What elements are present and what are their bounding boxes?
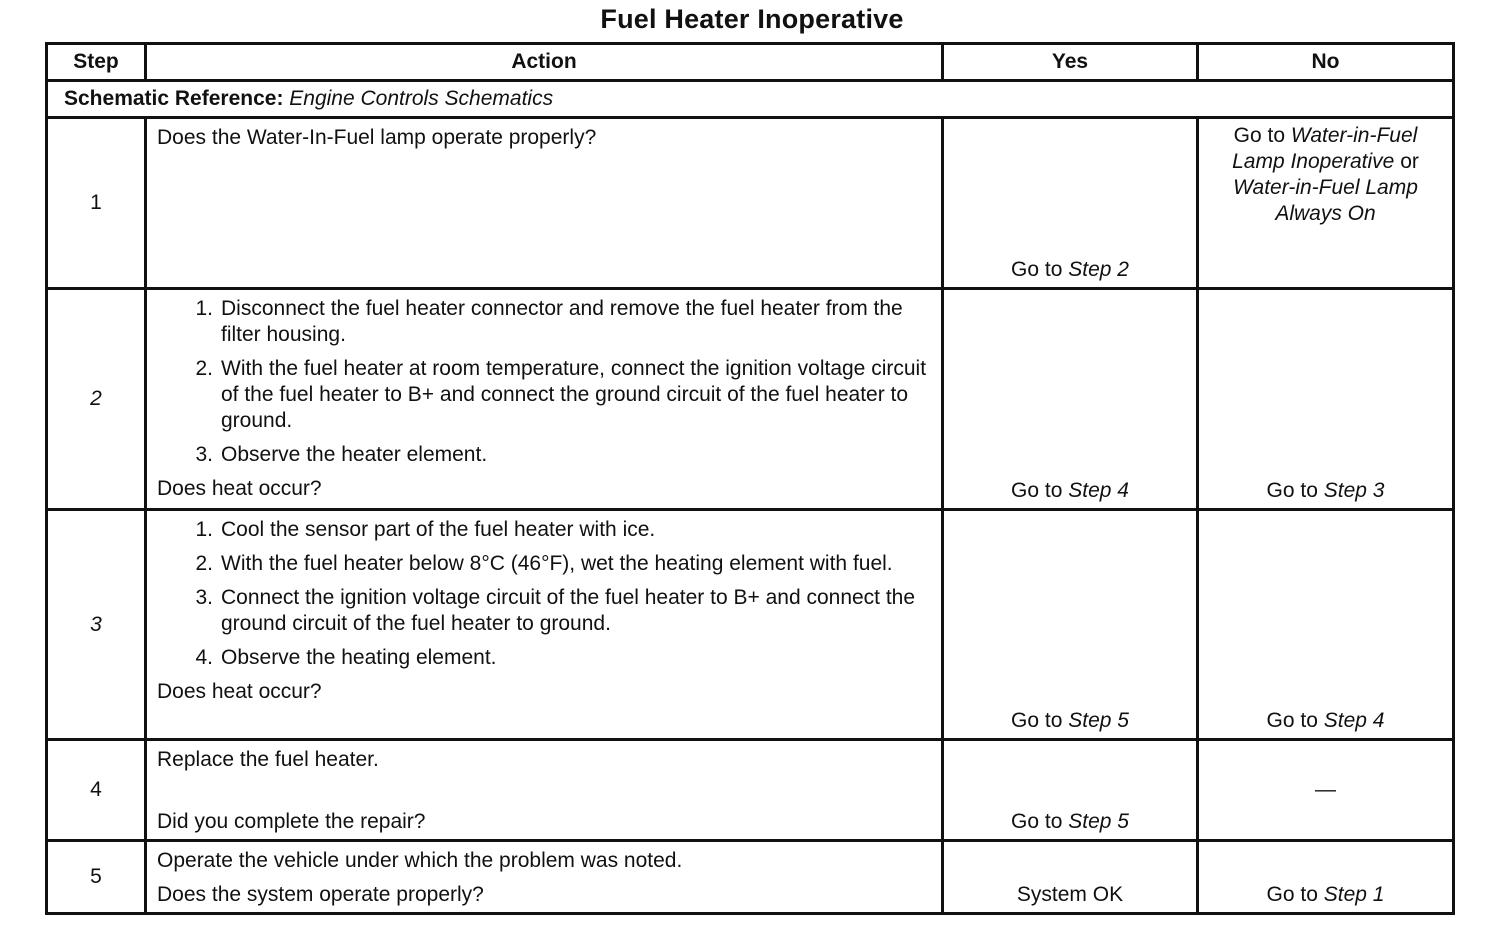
yes-cell — [943, 841, 1198, 914]
item-number: 1. — [195, 518, 213, 541]
action-instruction: Replace the fuel heater. — [157, 748, 379, 771]
no-cell — [1198, 841, 1454, 914]
no-link-lamp-inoperative[interactable]: Water-in-Fuel Lamp Inoperative — [1232, 124, 1418, 173]
yes-step-link[interactable]: Step 5 — [1068, 709, 1129, 732]
action-cell — [146, 510, 943, 740]
list-item — [157, 551, 927, 577]
yes-step-link[interactable]: Step 2 — [1068, 258, 1129, 281]
no-prefix: Go to — [1266, 479, 1318, 502]
item-text: With the fuel heater below 8°C (46°F), wet the heating element with fuel. — [221, 552, 893, 575]
yes-cell — [943, 510, 1198, 740]
item-number: 1. — [195, 297, 213, 320]
action-instruction: Operate the vehicle under which the problem was noted. — [157, 849, 683, 872]
header-yes: Yes — [943, 44, 1198, 81]
item-text: With the fuel heater at room temperature, connect the ignition voltage circuit of the fuel heater to B+ and connect the ground circuit of the fuel heater to ground. — [221, 357, 927, 432]
item-number: 2. — [195, 357, 213, 380]
no-link-lamp-always-on[interactable]: Water-in-Fuel Lamp Always On — [1233, 176, 1418, 225]
yes-value: System OK — [1016, 883, 1124, 906]
header-action: Action — [146, 44, 943, 81]
action-question: Did you complete the repair? — [157, 810, 426, 833]
yes-step-link[interactable]: Step 5 — [1068, 810, 1129, 833]
header-step: Step — [47, 44, 146, 81]
action-cell — [146, 740, 943, 841]
action-question: Does the Water-In-Fuel lamp operate properly? — [157, 126, 597, 149]
no-prefix: Go to — [1266, 709, 1318, 732]
item-text: Observe the heating element. — [221, 646, 497, 669]
step-number: 3 — [47, 510, 146, 740]
yes-prefix: Go to — [1011, 479, 1063, 502]
header-row — [47, 44, 1454, 81]
schematic-reference — [47, 81, 1454, 118]
action-question: Does the system operate properly? — [157, 883, 484, 906]
schematic-reference-link[interactable]: Engine Controls Schematics — [289, 87, 554, 110]
list-item — [157, 585, 927, 637]
no-step-link[interactable]: Step 3 — [1323, 479, 1385, 502]
action-cell — [146, 118, 943, 289]
table-row — [47, 118, 1454, 289]
step-number: 4 — [47, 740, 146, 841]
list-item — [157, 356, 927, 434]
no-dash: — — [1315, 778, 1336, 801]
yes-prefix: Go to — [1011, 709, 1063, 732]
no-cell — [1198, 289, 1454, 510]
item-text: Disconnect the fuel heater connector and remove the fuel heater from the filter housing. — [221, 297, 903, 346]
action-list — [157, 517, 927, 671]
item-text: Observe the heater element. — [221, 443, 488, 466]
table-row — [47, 841, 1454, 914]
no-cell — [1198, 510, 1454, 740]
no-or: or — [1400, 150, 1419, 173]
item-text: Cool the sensor part of the fuel heater with ice. — [221, 518, 656, 541]
no-step-link[interactable]: Step 1 — [1323, 883, 1385, 906]
diagnostic-table — [45, 42, 1455, 915]
list-item — [157, 645, 927, 671]
no-cell — [1198, 740, 1454, 841]
no-step-link[interactable]: Step 4 — [1323, 709, 1385, 732]
table-row — [47, 289, 1454, 510]
list-item — [157, 296, 927, 348]
item-number: 3. — [195, 586, 213, 609]
action-cell — [146, 289, 943, 510]
schematic-reference-label: Schematic Reference: — [64, 87, 284, 110]
schematic-reference-row — [47, 81, 1454, 118]
table-row — [47, 740, 1454, 841]
action-cell — [146, 841, 943, 914]
list-item — [157, 517, 927, 543]
item-number: 3. — [195, 443, 213, 466]
item-number: 4. — [195, 646, 213, 669]
yes-step-link[interactable]: Step 4 — [1068, 479, 1129, 502]
table-row — [47, 510, 1454, 740]
step-number: 2 — [47, 289, 146, 510]
yes-cell — [943, 118, 1198, 289]
yes-prefix: Go to — [1011, 810, 1063, 833]
step-number: 5 — [47, 841, 146, 914]
item-number: 2. — [195, 552, 213, 575]
yes-prefix: Go to — [1011, 258, 1063, 281]
list-item — [157, 442, 927, 468]
no-prefix: Go to — [1266, 883, 1318, 906]
no-prefix: Go to — [1233, 124, 1286, 147]
page-title: Fuel Heater Inoperative — [600, 4, 904, 34]
no-cell — [1198, 118, 1454, 289]
item-text: Connect the ignition voltage circuit of the fuel heater to B+ and connect the ground circuit of the fuel heater to ground. — [221, 586, 916, 635]
action-question: Does heat occur? — [157, 680, 322, 703]
yes-cell — [943, 289, 1198, 510]
step-number: 1 — [47, 118, 146, 289]
yes-cell — [943, 740, 1198, 841]
action-question: Does heat occur? — [157, 477, 322, 500]
header-no: No — [1198, 44, 1454, 81]
action-list — [157, 296, 927, 468]
